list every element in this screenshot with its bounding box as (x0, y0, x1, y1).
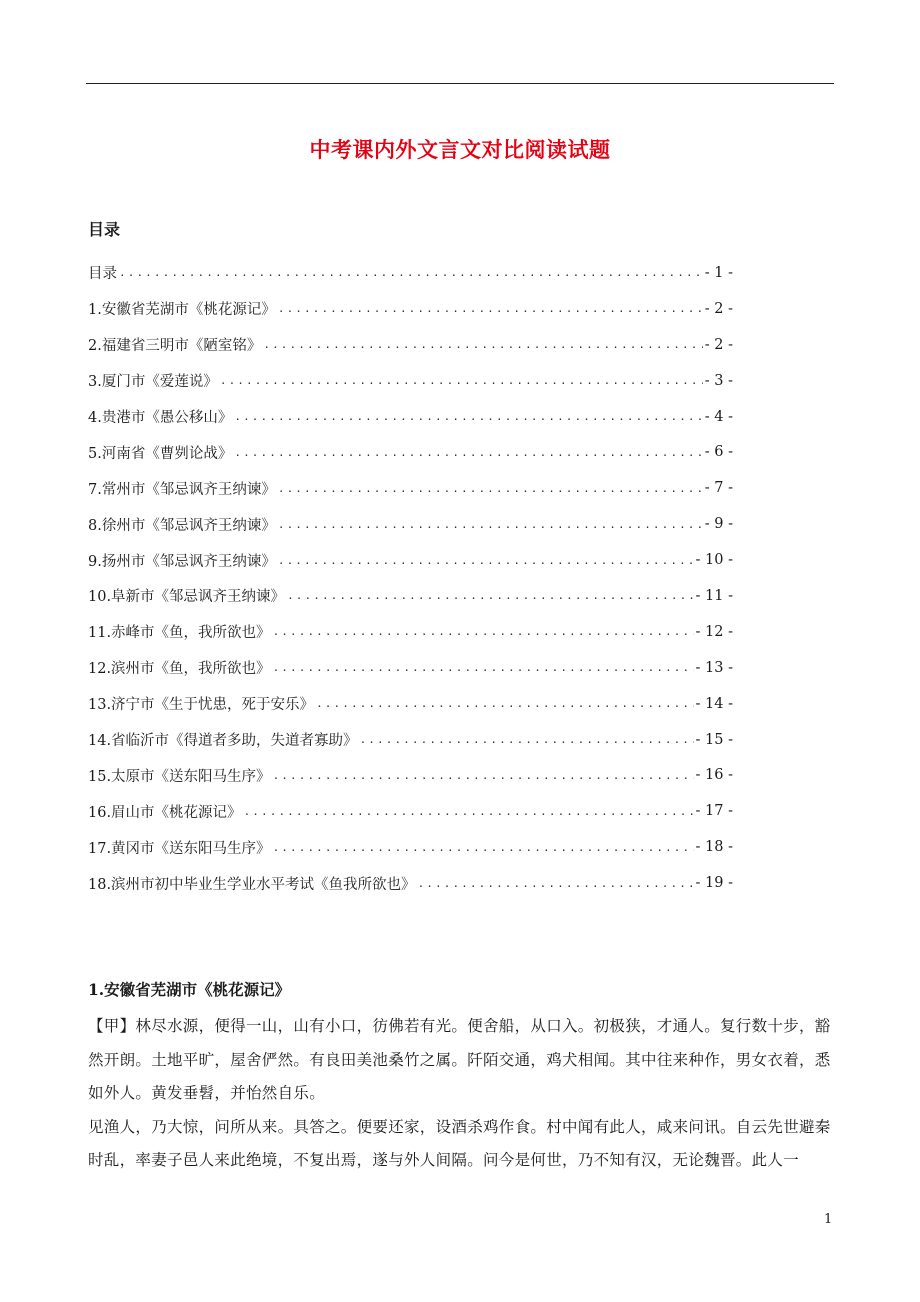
header-rule (86, 83, 834, 84)
toc-leader-dots (278, 555, 694, 566)
toc-leader-dots (234, 447, 702, 458)
toc-entry-page: - 2 - (704, 336, 733, 353)
toc-leader-dots (360, 734, 694, 745)
toc-entry[interactable] (88, 542, 733, 578)
toc-leader-dots (278, 519, 703, 530)
toc-entry-label: 17.黄冈市《送东阳马生序》 (88, 840, 271, 857)
toc-entry-page: - 18 - (695, 839, 733, 856)
toc-entry-page: - 17 - (695, 803, 733, 820)
toc-entry[interactable] (88, 793, 733, 829)
toc-entry-label: 14.省临沂市《得道者多助，失道者寡助》 (88, 733, 358, 750)
toc-leader-dots (273, 626, 694, 637)
toc-leader-dots (287, 590, 693, 601)
toc-entry-label: 3.厦门市《爱莲说》 (88, 374, 218, 391)
toc-entry-label: 2.福建省三明市《陋室铭》 (88, 338, 262, 355)
toc-entry-page: - 14 - (695, 695, 733, 712)
toc-entry[interactable] (88, 722, 733, 758)
toc-entry-page: - 2 - (704, 300, 733, 317)
toc-leader-dots (418, 878, 694, 889)
toc-entry-page: - 1 - (704, 264, 733, 281)
toc-entry-page: - 15 - (695, 731, 733, 748)
toc-leader-dots (273, 662, 694, 673)
toc-entry[interactable] (88, 399, 733, 435)
toc-entry[interactable] (88, 434, 733, 470)
table-of-contents (88, 255, 733, 901)
toc-entry[interactable] (88, 470, 733, 506)
toc-entry-page: - 12 - (695, 623, 733, 640)
toc-leader-dots (234, 411, 702, 422)
toc-leader-dots (278, 303, 703, 314)
toc-entry-label: 15.太原市《送东阳马生序》 (88, 768, 271, 785)
paragraph: 【甲】林尽水源，便得一山，山有小口，彷佛若有光。便舍船，从口入。初极狭，才通人。复行数十步，豁然开朗。土地平旷，屋舍俨然。有良田美池桑竹之属。阡陌交通，鸡犬相闻。其中往来种作，男女衣着，悉如外人。黄发垂髫，并怡然自乐。 (88, 1017, 831, 1102)
toc-entry-label: 10.阜新市《邹忌讽齐王纳谏》 (88, 589, 286, 606)
toc-entry-page: - 3 - (704, 372, 733, 389)
toc-entry[interactable] (88, 614, 733, 650)
toc-entry-page: - 13 - (695, 659, 733, 676)
toc-entry-label: 13.济宁市《生于忧患，死于安乐》 (88, 697, 315, 714)
document-title: 中考课内外文言文对比阅读试题 (309, 137, 611, 162)
toc-entry-label: 1.安徽省芜湖市《桃花源记》 (88, 302, 276, 319)
toc-entry[interactable] (88, 686, 733, 722)
toc-entry[interactable] (88, 757, 733, 793)
toc-leader-dots (278, 483, 703, 494)
toc-entry-page: - 7 - (704, 480, 733, 497)
toc-leader-dots (263, 339, 702, 350)
toc-leader-dots (273, 770, 694, 781)
page-number: 1 (824, 1212, 833, 1227)
toc-entry-label: 5.河南省《曹刿论战》 (88, 445, 233, 462)
toc-entry[interactable] (88, 829, 733, 865)
toc-leader-dots (119, 267, 703, 278)
toc-entry-page: - 6 - (704, 444, 733, 461)
toc-entry-label: 目录 (88, 266, 117, 283)
toc-entry[interactable] (88, 650, 733, 686)
toc-entry[interactable] (88, 506, 733, 542)
toc-entry-label: 9.扬州市《邹忌讽齐王纳谏》 (88, 553, 276, 570)
toc-entry[interactable] (88, 255, 733, 291)
toc-entry-page: - 16 - (695, 767, 733, 784)
toc-entry-page: - 19 - (695, 875, 733, 892)
toc-entry-label: 18.滨州市初中毕业生学业水平考试《鱼我所欲也》 (88, 876, 416, 893)
toc-entry[interactable] (88, 327, 733, 363)
toc-entry-label: 7.常州市《邹忌讽齐王纳谏》 (88, 481, 276, 498)
toc-entry-label: 16.眉山市《桃花源记》 (88, 804, 242, 821)
toc-entry[interactable] (88, 291, 733, 327)
toc-heading: 目录 (88, 220, 121, 239)
toc-entry-label: 11.赤峰市《鱼，我所欲也》 (88, 625, 271, 642)
toc-entry-page: - 11 - (695, 587, 733, 604)
toc-entry[interactable] (88, 865, 733, 901)
section-body (88, 1010, 836, 1178)
toc-leader-dots (316, 698, 693, 709)
toc-leader-dots (273, 842, 694, 853)
toc-entry-page: - 4 - (704, 408, 733, 425)
section-heading: 1.安徽省芜湖市《桃花源记》 (88, 980, 291, 999)
toc-entry-page: - 10 - (695, 552, 733, 569)
toc-entry[interactable] (88, 363, 733, 399)
toc-entry[interactable] (88, 578, 733, 614)
toc-entry-page: - 9 - (704, 516, 733, 533)
toc-entry-label: 8.徐州市《邹忌讽齐王纳谏》 (88, 517, 276, 534)
toc-leader-dots (220, 375, 703, 386)
toc-entry-label: 12.滨州市《鱼，我所欲也》 (88, 661, 271, 678)
toc-leader-dots (244, 806, 694, 817)
toc-entry-label: 4.贵港市《愚公移山》 (88, 410, 233, 426)
paragraph: 见渔人，乃大惊，问所从来。具答之。便要还家，设酒杀鸡作食。村中闻有此人，咸来问讯。自云先世避秦时乱，率妻子邑人来此绝境，不复出焉，遂与外人间隔。问今是何世，乃不知有汉，无论魏晋。此人一 (88, 1117, 831, 1169)
